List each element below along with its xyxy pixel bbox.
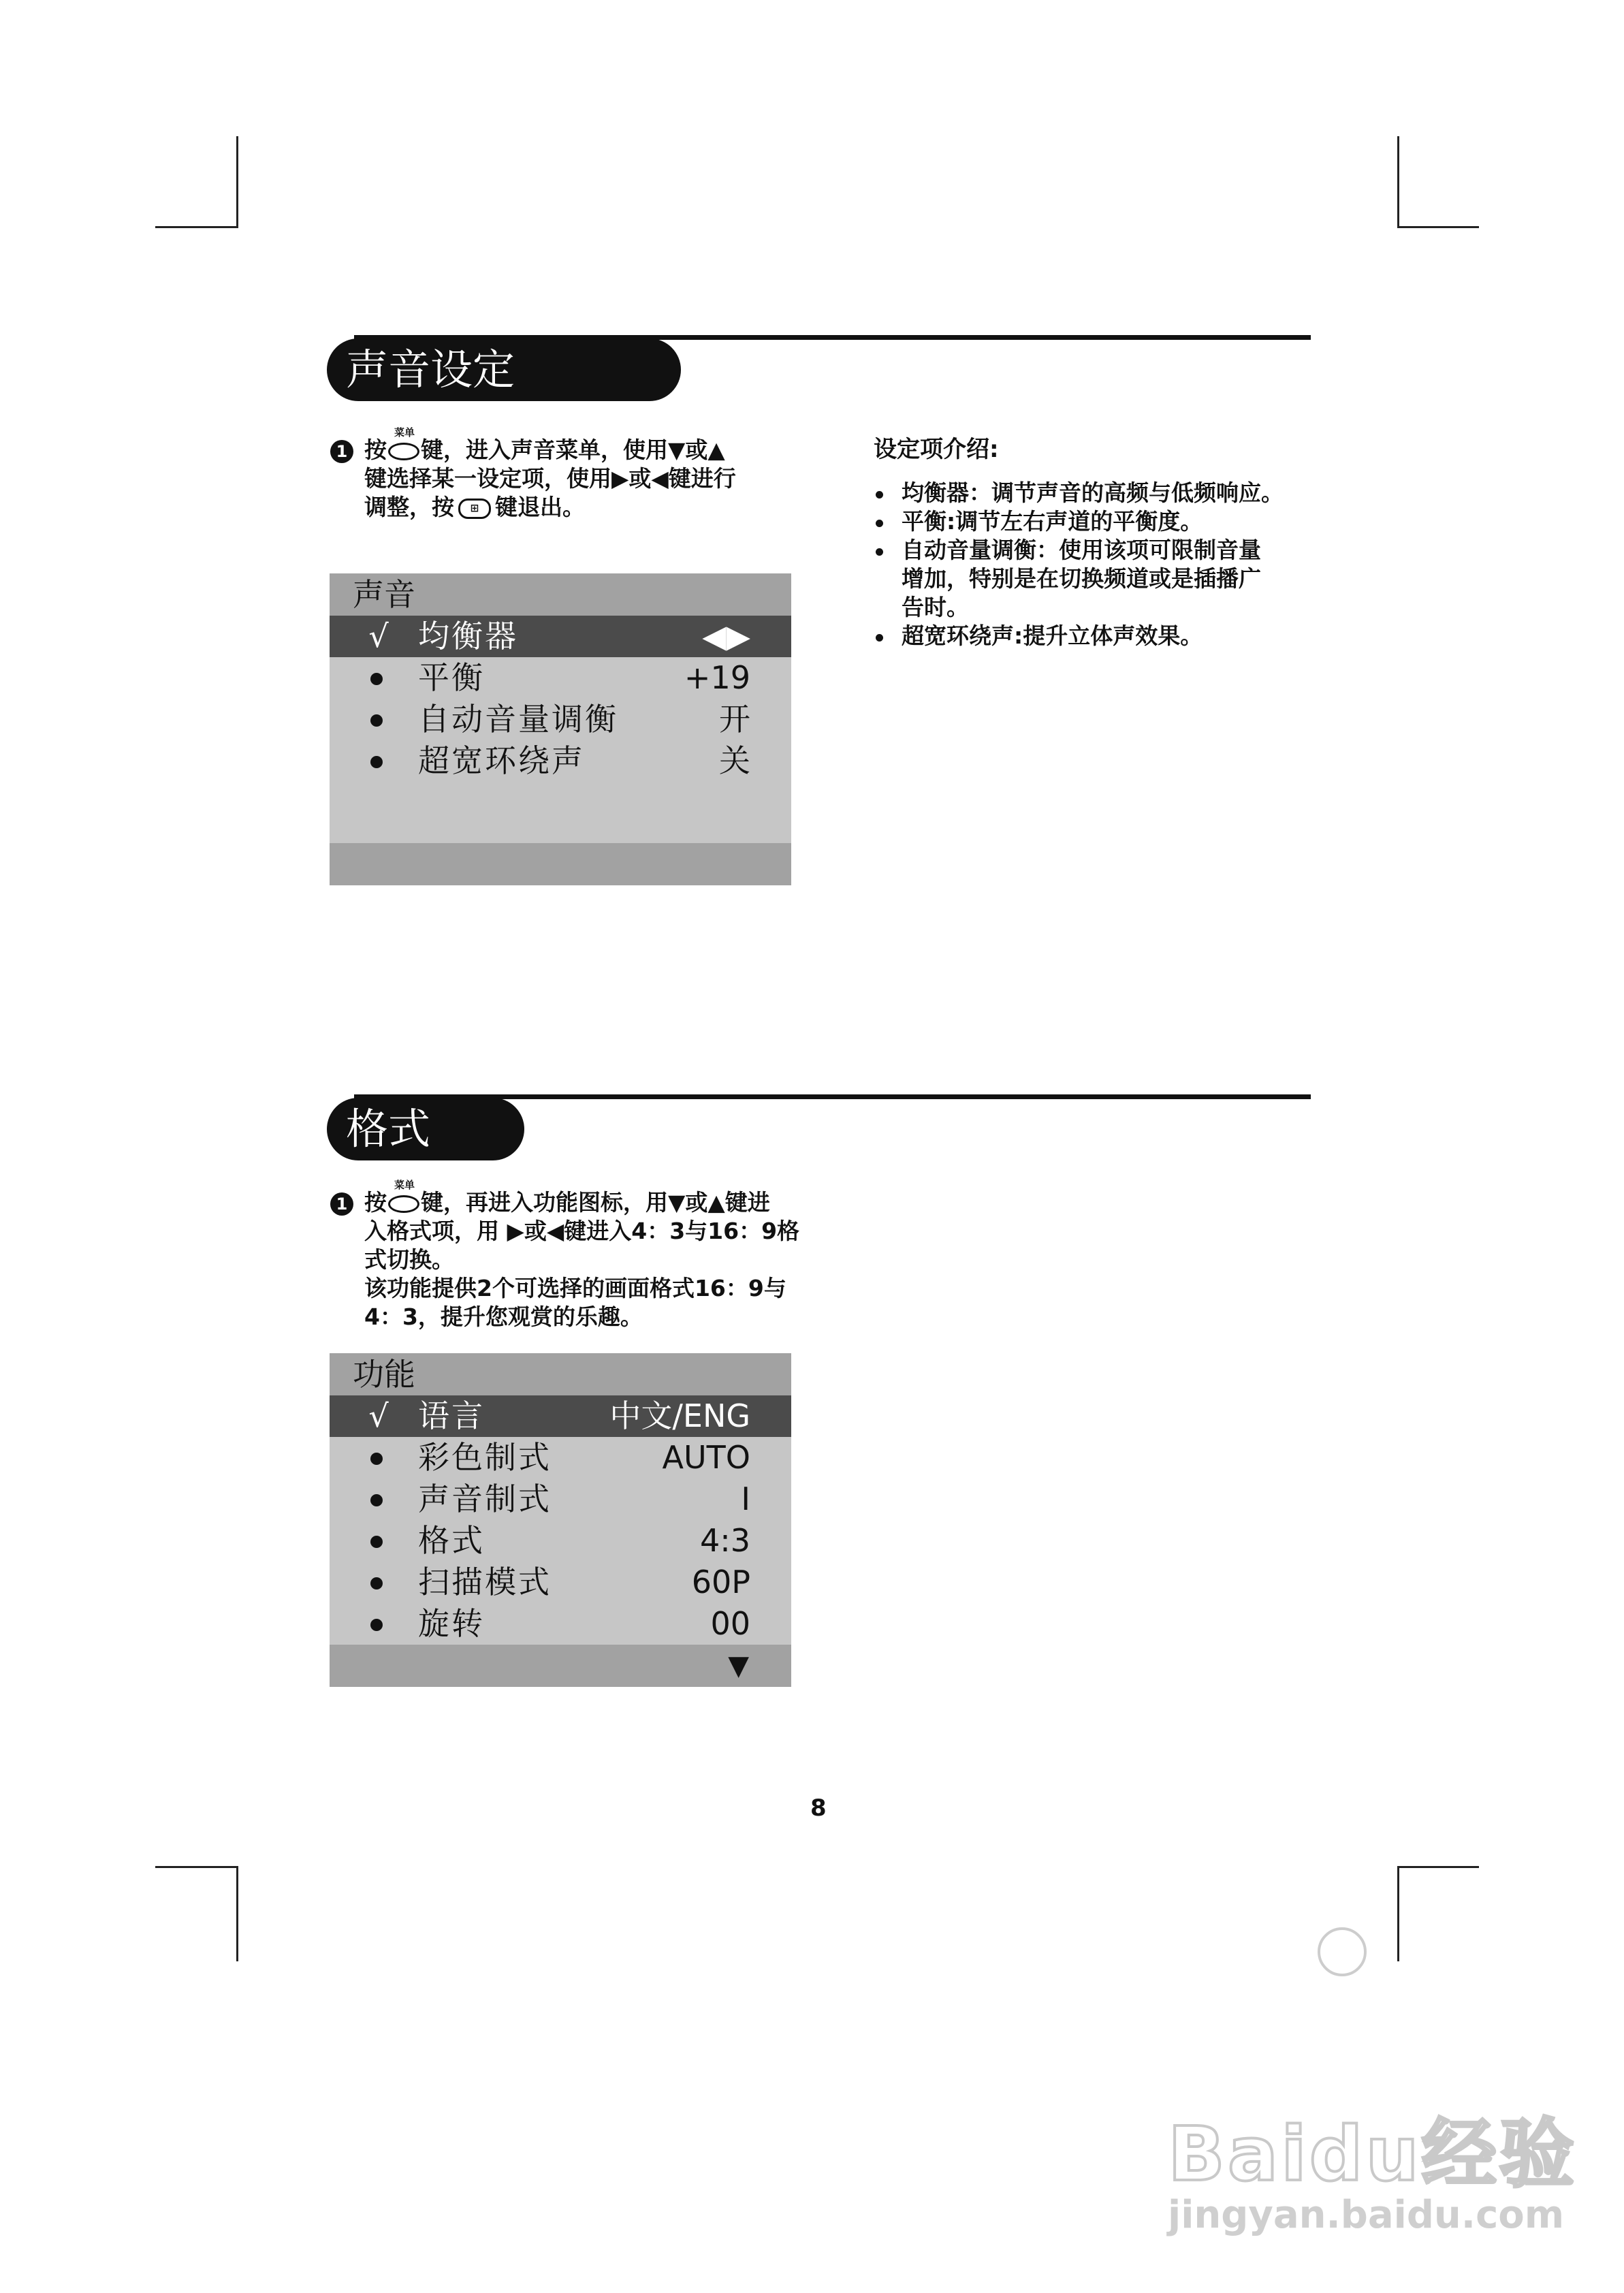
osd-row-equalizer[interactable] (330, 616, 791, 657)
bullet-icon (370, 1494, 383, 1506)
crop-mark (1397, 226, 1479, 228)
osd-footer (330, 843, 791, 885)
osd-row-sound-system[interactable] (330, 1478, 791, 1520)
bullet-icon (370, 1619, 383, 1631)
format-instructions: 1 按 菜单 键，再进入功能图标，用▼或▲键进 入格式项，用 ▶或◀键进入4：3与16：9格 式切换。 该功能提供2个可选择的画面格式16：9与 4：3，提升您观赏的乐趣。 (364, 1188, 841, 1331)
osd-row-label: 彩色制式 (418, 1439, 552, 1476)
osd-row-auto-volume[interactable] (330, 699, 791, 740)
section-title-sound: 声音设定 (327, 338, 681, 401)
settings-intro-list (873, 479, 1390, 650)
menu-key-icon: 菜单 (388, 443, 419, 460)
osd-row-color-system[interactable] (330, 1437, 791, 1478)
osd-row-value: +19 (684, 659, 750, 696)
osd-row-language[interactable] (330, 1395, 791, 1437)
osd-row-label: 语言 (418, 1397, 485, 1434)
watermark-url: jingyan.baidu.com (1168, 2193, 1565, 2237)
osd-row-label: 自动音量调衡 (418, 701, 618, 738)
page-number: 8 (810, 1794, 827, 1822)
left-right-arrow-icon: ◀▶ (702, 618, 750, 654)
osd-row-label: 超宽环绕声 (418, 742, 585, 779)
osd-row-rotation[interactable] (330, 1603, 791, 1645)
bullet-icon (370, 1536, 383, 1548)
list-item: 自动音量调衡：使用该项可限制音量 增加，特别是在切换频道或是插播广 告时。 (873, 536, 1390, 622)
bullet-icon (370, 756, 383, 768)
scroll-down-arrow-icon[interactable]: ▼ (728, 1650, 749, 1681)
watermark-logo: Baidu经验 (1168, 2110, 1577, 2198)
crop-mark (1397, 136, 1399, 228)
osd-row-scan-mode[interactable] (330, 1562, 791, 1603)
osd-row-value: 中文/ENG (609, 1397, 750, 1434)
sound-instructions: 1 按 菜单 键，进入声音菜单，使用▼或▲ 键选择某一设定项，使用▶或◀键进行 调整，按 ⊞ 键退出。 (364, 436, 814, 522)
list-item: 平衡:调节左右声道的平衡度。 (873, 507, 1390, 536)
bullet-icon (370, 714, 383, 727)
list-item: 超宽环绕声:提升立体声效果。 (873, 622, 1390, 650)
check-mark-icon: √ (368, 1397, 389, 1434)
osd-footer (330, 1645, 791, 1687)
crop-mark (236, 136, 238, 228)
osd-row-label: 平衡 (418, 659, 485, 696)
sound-osd-menu (330, 573, 791, 885)
osd-row-format[interactable] (330, 1520, 791, 1562)
bullet-icon (370, 1453, 383, 1465)
bullet-icon (370, 1577, 383, 1590)
osd-empty-row (330, 823, 791, 843)
function-osd-menu (330, 1353, 791, 1687)
osd-row-label: 格式 (418, 1522, 485, 1559)
step-number-badge: 1 (330, 1192, 353, 1216)
osd-row-value: 00 (710, 1605, 750, 1642)
section-title-format: 格式 (327, 1098, 524, 1160)
menu-key-icon: 菜单 (388, 1195, 419, 1213)
crop-mark (1397, 1866, 1479, 1868)
crop-mark (236, 1866, 238, 1961)
paw-logo-icon (1318, 1927, 1367, 1976)
osd-row-value: 关 (719, 742, 750, 779)
tv-key-icon: ⊞ (458, 499, 491, 519)
osd-row-label: 旋转 (418, 1605, 485, 1642)
osd-empty-row (330, 782, 791, 823)
bullet-icon (370, 673, 383, 685)
osd-row-balance[interactable] (330, 657, 791, 699)
osd-row-value: 4:3 (699, 1522, 750, 1559)
check-mark-icon: √ (368, 618, 389, 654)
osd-row-surround[interactable] (330, 740, 791, 782)
osd-title: 声音 (330, 573, 791, 616)
crop-mark (155, 226, 237, 228)
settings-intro-title: 设定项介绍: (874, 436, 999, 463)
crop-mark (155, 1866, 237, 1868)
osd-row-label: 均衡器 (418, 618, 518, 654)
osd-title: 功能 (330, 1353, 791, 1395)
osd-row-value: I (741, 1481, 750, 1517)
osd-row-label: 声音制式 (418, 1481, 552, 1517)
osd-row-value: 60P (691, 1564, 750, 1600)
crop-mark (1397, 1866, 1399, 1961)
list-item: 均衡器：调节声音的高频与低频响应。 (873, 479, 1390, 507)
osd-row-value: 开 (719, 701, 750, 738)
step-number-badge: 1 (330, 440, 353, 463)
osd-row-value: AUTO (662, 1439, 750, 1476)
osd-row-label: 扫描模式 (418, 1564, 552, 1600)
